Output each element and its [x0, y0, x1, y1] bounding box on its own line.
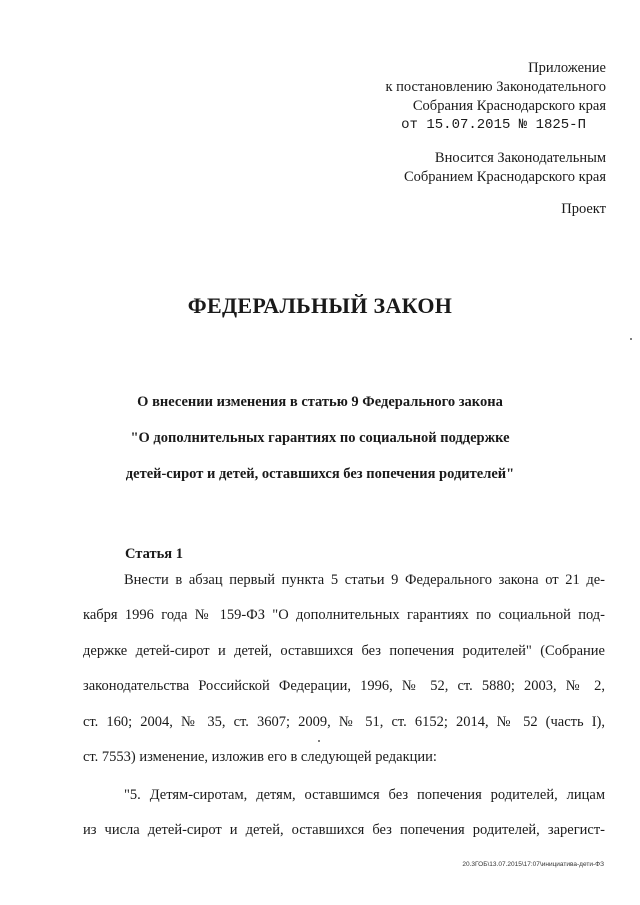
subject-line-3: детей-сирот и детей, оставшихся без попечения родителей" [125, 466, 515, 482]
scan-speck [630, 338, 632, 340]
paragraph-2 [83, 778, 605, 849]
law-subject [0, 384, 640, 492]
paragraph-line: из числа детей-сирот и детей, оставшихся без попечения родителей, зарегист- [83, 822, 605, 839]
paragraph-line: законодательства Российской Федерации, 1996, № 52, ст. 5880; 2003, № 2, [83, 678, 605, 695]
appendix-date-number: от 15.07.2015 № 1825-П [401, 117, 586, 133]
submitted-line-1: Вносится Законодательным [434, 150, 606, 166]
appendix-resolution: к постановлению Законодательного [385, 79, 606, 95]
article-heading: Статья 1 [125, 546, 183, 562]
scan-speck [318, 740, 320, 742]
subject-line-2: "О дополнительных гарантиях по социальной поддержке [130, 430, 510, 446]
paragraph-1 [83, 563, 605, 775]
footer-file-stamp: 20.3ГОБ\13.07.2015\17:07\инициатива-дети-ФЗ [462, 861, 604, 868]
appendix-title: Приложение [528, 60, 606, 76]
paragraph-line: держке детей-сирот и детей, оставшихся без попечения родителей" (Собрание [83, 642, 605, 659]
appendix-assembly: Собрания Краснодарского края [412, 98, 606, 114]
draft-label: Проект [561, 201, 606, 217]
paragraph-line: кабря 1996 года № 159-ФЗ "О дополнительных гарантиях по социальной под- [83, 607, 605, 624]
paragraph-line: ст. 160; 2004, № 35, ст. 3607; 2009, № 51, ст. 6152; 2014, № 52 (часть I), [83, 713, 605, 730]
law-title: ФЕДЕРАЛЬНЫЙ ЗАКОН [187, 293, 453, 318]
submitted-by-block [404, 149, 606, 187]
paragraph-line: ст. 7553) изменение, изложив его в следующей редакции: [83, 748, 437, 765]
submitted-line-2: Собранием Краснодарского края [403, 169, 606, 185]
subject-line-1: О внесении изменения в статью 9 Федерального закона [137, 394, 503, 410]
appendix-block [386, 59, 607, 135]
paragraph-line: "5. Детям-сиротам, детям, оставшимся без попечения родителей, лицам [124, 787, 605, 803]
paragraph-line: Внести в абзац первый пункта 5 статьи 9 Федерального закона от 21 де- [124, 572, 605, 588]
